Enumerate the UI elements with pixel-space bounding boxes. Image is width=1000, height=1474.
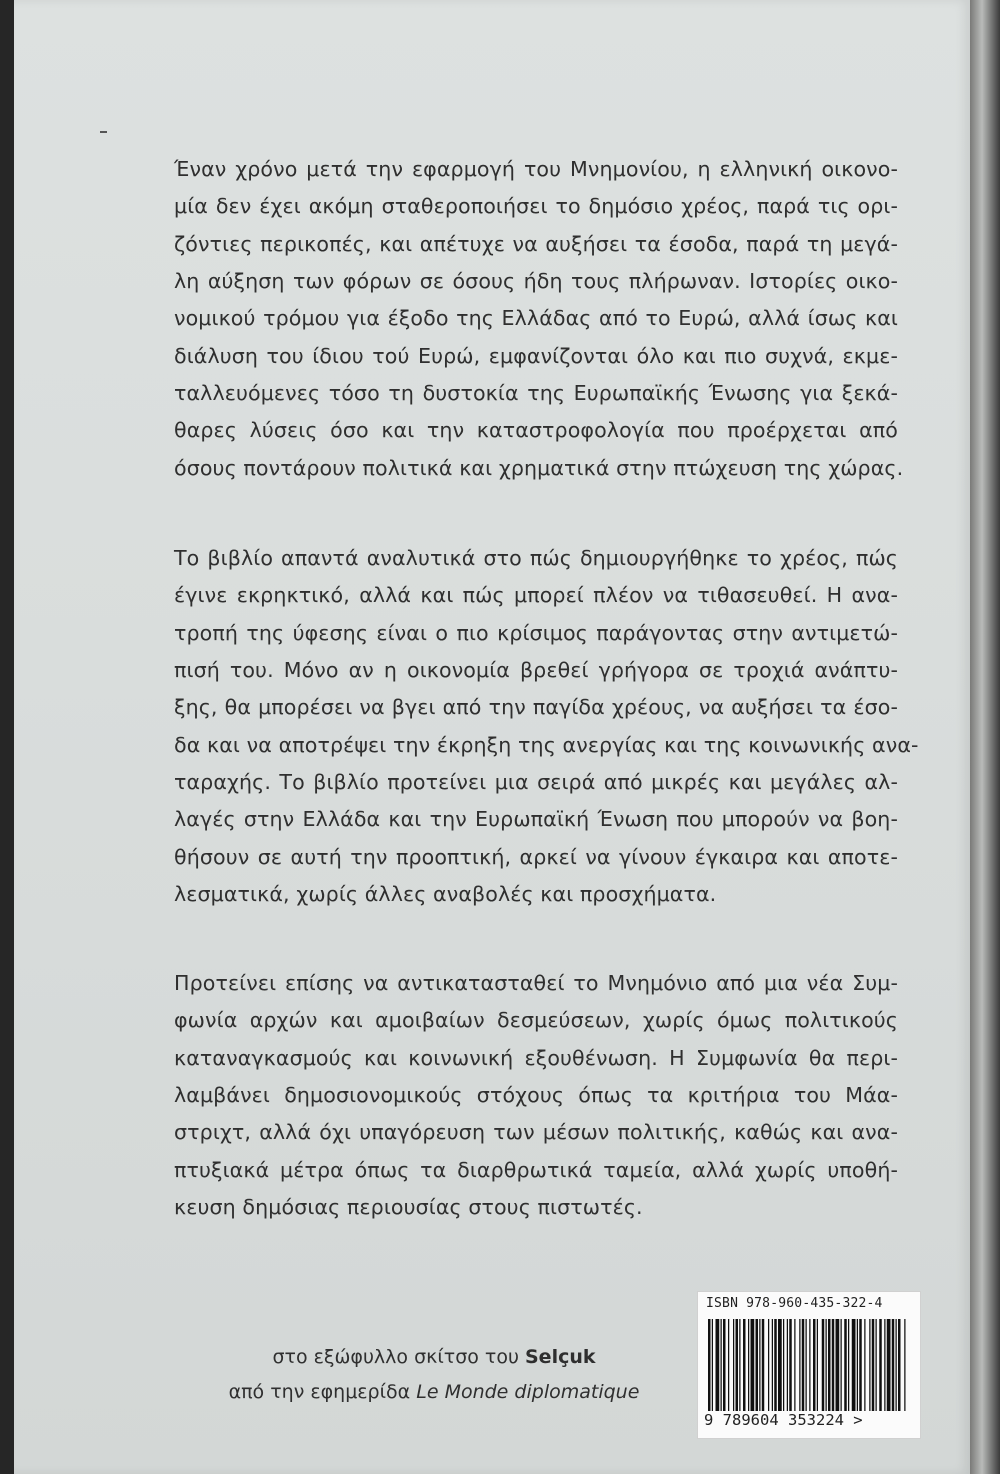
text-line: μία δεν έχει ακόμη σταθεροποιήσει το δημόσιο χρέος, παρά τις ορι- [174,194,898,219]
text-line: πισή του. Μόνο αν η οικονομία βρεθεί γρήγορα σε τροχιά ανάπτυ- [174,658,898,683]
barcode-bar [768,1319,769,1411]
barcode-bar [708,1319,711,1411]
barcode-bar [799,1319,800,1411]
barcode-bar [774,1319,777,1411]
cover-credits [184,1340,684,1410]
text-line: λη αύξηση των φόρων σε όσους ήδη τους πλήρωναν. Ιστορίες οικο- [174,269,898,294]
barcode-bar [748,1319,749,1411]
barcode-bar [896,1319,897,1411]
text-line: λαγές στην Ελλάδα και την Ευρωπαϊκή Ένωση που μπορούν να βοη- [174,807,898,832]
barcode-bar [904,1319,905,1411]
credit-line-2 [184,1375,684,1410]
text-line: θήσουν σε αυτή την προοπτική, αρκεί να γίνουν έγκαιρα και αποτε- [174,844,898,869]
barcode-bar [828,1319,831,1411]
barcode-bar [876,1319,877,1411]
text-line: Προτείνει επίσης να αντικατασταθεί το Μνημόνιο από μια νέα Συμ- [174,971,898,995]
text-line: Έναν χρόνο μετά την εφαρμογή του Μνημονίου, η ελληνική οικονο- [174,157,898,181]
barcode-bar [836,1319,840,1411]
barcode-bar [872,1319,875,1411]
barcode-bar [789,1319,792,1411]
barcode-bar [723,1319,726,1411]
artist-name: Selçuk [525,1346,596,1368]
barcode-bar [756,1319,759,1411]
text-line: στριχτ, αλλά όχι υπαγόρευση των μέσων πολιτικής, καθώς και ανα- [174,1120,898,1145]
barcode-bar [857,1319,858,1411]
barcode-bar [762,1319,765,1411]
text-line: λεσματικά, χωρίς άλλες αναβολές και προσχήματα. [174,882,717,907]
text-line: δα και να αποτρέψει την έκρηξη της ανεργίας και της κοινωνικής ανα- [174,732,919,757]
barcode-bar [864,1319,865,1411]
blurb-paragraph-2 [174,540,919,913]
barcode-bar [817,1319,818,1411]
barcode-bar [772,1319,773,1411]
text-line: πτυξιακά μέτρα όπως τα διαρθρωτικά ταμεία, αλλά χωρίς υποθή- [174,1157,898,1182]
text-line: λαμβάνει δημοσιονομικούς στόχους όπως τα κριτήρια του Μάα- [174,1083,898,1108]
book-back-cover [14,0,970,1474]
barcode-bar [852,1319,856,1411]
book-edge [970,0,1000,1474]
credit-line-1 [184,1340,684,1375]
barcode-bar [783,1319,784,1411]
text-line: κευση δημόσιας περιουσίας στους πιστωτές. [174,1195,643,1220]
barcode-bar [716,1319,720,1411]
barcode-bar [892,1319,895,1411]
barcode-bar [728,1319,729,1411]
barcode-bar [809,1319,810,1411]
text-line: ταραχής. Το βιβλίο προτείνει μια σειρά από μικρές και μεγάλες αλ- [174,770,898,795]
text-line: τροπή της ύφεσης είναι ο πιο κρίσιμος παράγοντας στην αντιμετώ- [174,620,898,645]
dash-mark [100,131,107,133]
barcode-bar [841,1319,842,1411]
barcode-bar [859,1319,862,1411]
barcode-bar [813,1319,816,1411]
barcode-bar [806,1319,807,1411]
barcode-bar [787,1319,788,1411]
isbn-label: ISBN 978-960-435-322-4 [706,1296,883,1311]
text-line: Το βιβλίο απαντά αναλυτικά στο πώς δημιουργήθηκε το χρέος, πώς [174,546,898,570]
barcode-bar [869,1319,870,1411]
text-line: καταναγκασμούς και κοινωνική εξουθένωση. Η Συμφωνία θα περι- [174,1045,898,1070]
barcode-digits: 9 789604 353224 > [704,1411,863,1429]
text-line: όσους ποντάρουν πολιτικά και χρηματικά στην πτώχευση της χώρας. [174,455,904,480]
text-line: ζόντιες περικοπές, και απέτυχε να αυξήσει τα έσοδα, παρά τη μεγά- [174,231,898,256]
barcode-graphic [708,1319,908,1411]
text-line: νομικού τρόμου για έξοδο της Ελλάδας από το Ευρώ, αλλά ίσως και [174,306,898,331]
barcode-bar [832,1319,835,1411]
text-line: ταλλευόμενες τόσο τη δυστοκία της Ευρωπαϊκής Ένωσης για ξεκά- [174,381,898,406]
barcode-bar [887,1319,891,1411]
text-line: έγινε εκρηκτικό, αλλά και πώς μπορεί πλέον να τιθασευθεί. Η ανα- [174,583,898,608]
barcode-bar [736,1319,739,1411]
barcode-bar [759,1319,760,1411]
text-line: διάλυση του ίδιου τού Ευρώ, εμφανίζονται όλο και πιο συχνά, εκμε- [174,343,898,368]
barcode-bar [739,1319,740,1411]
barcode-bar [802,1319,805,1411]
barcode-bar [712,1319,713,1411]
barcode-bar [743,1319,746,1411]
blurb-paragraph-3 [174,965,898,1226]
barcode-bar [822,1319,825,1411]
barcode-bar [733,1319,734,1411]
barcode-bar [751,1319,755,1411]
credit-prefix: στο εξώφυλλο σκίτσο του [272,1346,525,1368]
barcode-bar [826,1319,827,1411]
barcode-bar [848,1319,849,1411]
barcode-bar [721,1319,722,1411]
text-line: ξης, θα μπορέσει να βγει από την παγίδα χρέους, να αυξήσει τα έσο- [174,695,898,720]
barcode-bar [794,1319,795,1411]
isbn-barcode-box [697,1291,921,1439]
barcode-bar [884,1319,885,1411]
text-line: θαρες λύσεις όσο και την καταστροφολογία που προέρχεται από [174,418,898,443]
blurb-paragraph-1 [174,151,904,487]
barcode-bar [844,1319,847,1411]
barcode-bar [778,1319,782,1411]
text-line: φωνία αρχών και αμοιβαίων δεσμεύσεων, χωρίς όμως πολιτικούς [174,1008,898,1033]
barcode-bar [898,1319,901,1411]
barcode-bar [879,1319,882,1411]
newspaper-name: Le Monde diplomatique [416,1381,640,1403]
newspaper-prefix: από την εφημερίδα [228,1381,417,1403]
